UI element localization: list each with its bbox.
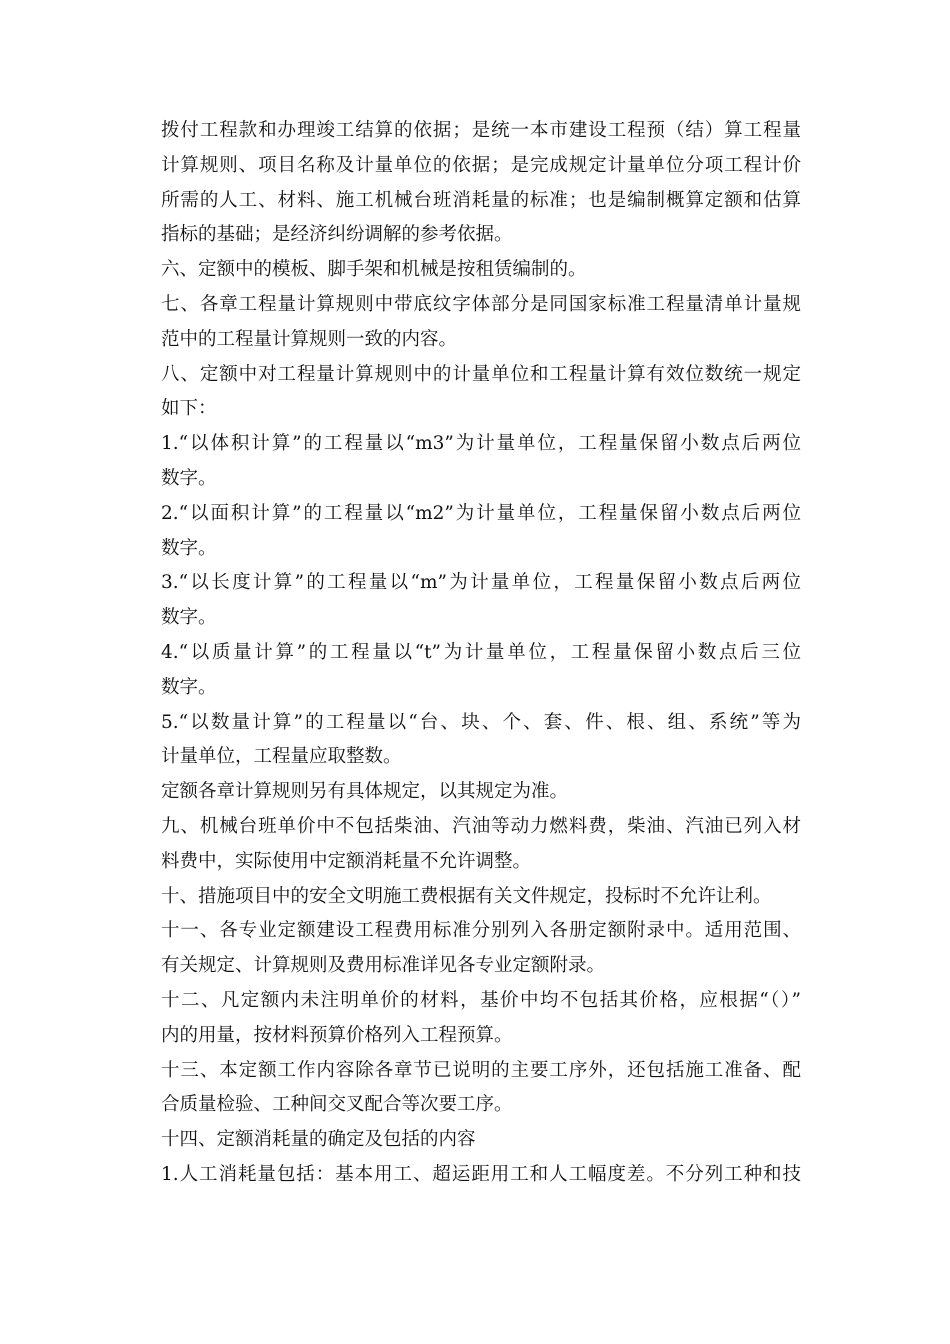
text-line: 九、机械台班单价中不包括柴油、汽油等动力燃料费，柴油、汽油已列入材 <box>161 815 801 837</box>
text-line: 数字。 <box>161 537 217 559</box>
text-line: 内的用量，按材料预算价格列入工程预算。 <box>161 1024 513 1046</box>
text-line: 如下： <box>161 398 217 420</box>
text-line: 八、定额中对工程量计算规则中的计量单位和工程量计算有效位数统一规定 <box>161 363 801 385</box>
text-line: 定额各章计算规则另有具体规定，以其规定为准。 <box>161 781 569 803</box>
body-text <box>161 114 801 1193</box>
text-line: 计算规则、项目名称及计量单位的依据；是完成规定计量单位分项工程计价 <box>161 154 801 176</box>
text-line: 六、定额中的模板、脚手架和机械是按租赁编制的。 <box>161 259 587 281</box>
text-line: 数字。 <box>161 607 217 629</box>
text-line: 料费中，实际使用中定额消耗量不允许调整。 <box>161 850 532 872</box>
text-line: 5.“以数量计算”的工程量以“台、块、个、套、件、根、组、系统”等为 <box>161 711 801 733</box>
text-line: 1.人工消耗量包括：基本用工、超运距用工和人工幅度差。不分列工种和技 <box>161 1163 801 1185</box>
text-line: 十一、各专业定额建设工程费用标准分别列入各册定额附录中。适用范围、 <box>161 920 801 942</box>
text-line: 所需的人工、材料、施工机械台班消耗量的标准；也是编制概算定额和估算 <box>161 189 801 211</box>
text-line: 拨付工程款和办理竣工结算的依据；是统一本市建设工程预（结）算工程量 <box>161 120 801 141</box>
text-line: 有关规定、计算规则及费用标准详见各专业定额附录。 <box>161 955 606 977</box>
text-line: 十三、本定额工作内容除各章节已说明的主要工序外，还包括施工准备、配 <box>161 1059 801 1081</box>
text-line: 七、各章工程量计算规则中带底纹字体部分是同国家标准工程量清单计量规 <box>161 293 801 315</box>
text-line: 指标的基础；是经济纠纷调解的参考依据。 <box>161 224 513 246</box>
text-line: 十二、凡定额内未注明单价的材料，基价中均不包括其价格，应根据“（）” <box>161 989 801 1011</box>
text-line: 合质量检验、工种间交叉配合等次要工序。 <box>161 1094 513 1116</box>
text-line: 计量单位，工程量应取整数。 <box>161 746 402 768</box>
text-line: 3.“以长度计算”的工程量以“m”为计量单位，工程量保留小数点后两位 <box>161 572 801 594</box>
text-line: 范中的工程量计算规则一致的内容。 <box>161 328 458 350</box>
text-line: 1.“以体积计算”的工程量以“m3”为计量单位，工程量保留小数点后两位 <box>161 433 801 455</box>
text-line: 十四、定额消耗量的确定及包括的内容 <box>161 1129 476 1151</box>
text-line: 十、措施项目中的安全文明施工费根据有关文件规定，投标时不允许让利。 <box>161 885 772 907</box>
text-line: 4.“以质量计算”的工程量以“t”为计量单位，工程量保留小数点后三位 <box>161 641 801 663</box>
text-line: 2.“以面积计算”的工程量以“m2”为计量单位，工程量保留小数点后两位 <box>161 502 801 524</box>
text-line: 数字。 <box>161 467 217 489</box>
text-line: 数字。 <box>161 676 217 698</box>
